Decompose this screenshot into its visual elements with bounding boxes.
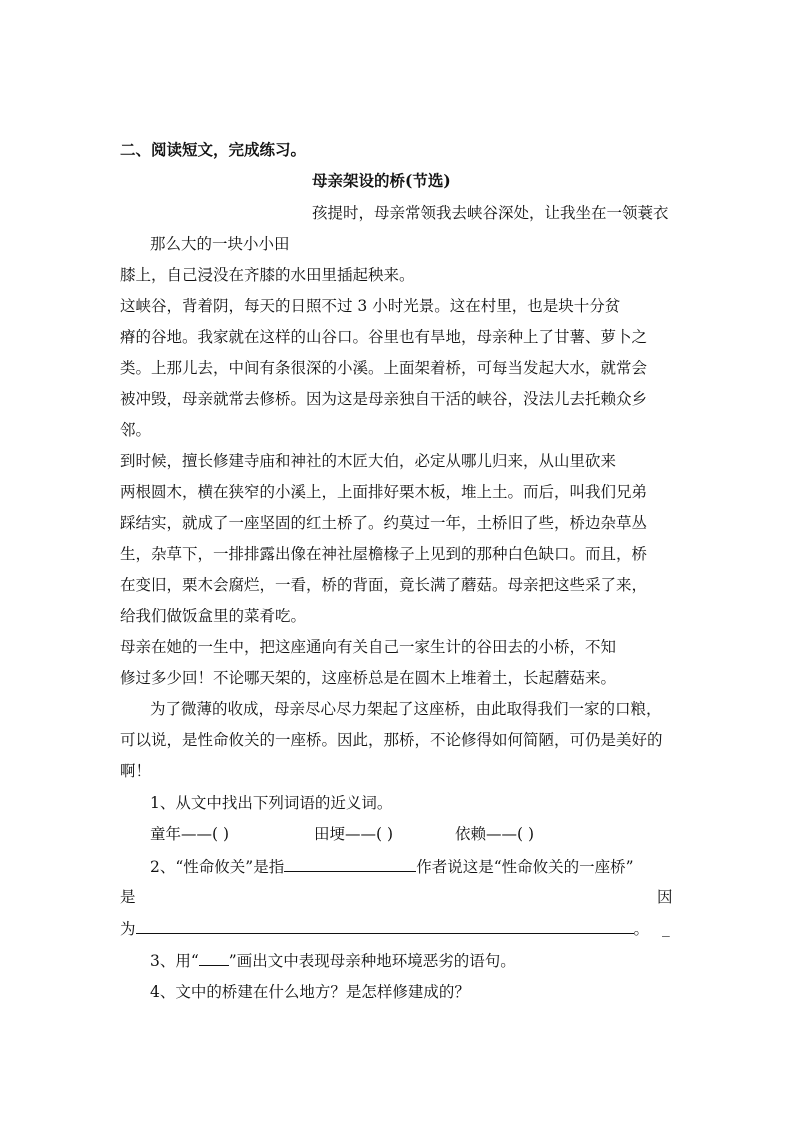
question-3-suffix: ”画出文中表现母亲种地环境恶劣的语句。	[228, 952, 516, 970]
passage-line: 为了微薄的收成，母亲尽心尽力架起了这座桥，由此取得我们一家的口粮，	[150, 700, 662, 718]
section-heading: 二、阅读短文，完成练习。	[120, 140, 307, 159]
q2-answer-blank-2[interactable]	[136, 918, 634, 934]
passage-line: 可以说，是性命攸关的一座桥。因此，那桥，不论修得如何简陋，可仍是美好的	[120, 731, 663, 749]
passage-line: 类。上那儿去，中间有条很深的小溪。上面架着桥，可每当发起大水，就常会	[120, 359, 648, 377]
question-2-suffix: 作者说这是“性命攸关的一座桥”	[416, 858, 634, 876]
q2-word-wei: 为	[120, 920, 136, 938]
q2-tail-mark: _	[662, 919, 670, 937]
q3-underline-sample	[199, 950, 229, 966]
question-2-line	[150, 856, 634, 877]
passage-line: 被冲毁，母亲就常去修桥。因为这是母亲独自干活的峡谷，没法儿去托赖众乡	[120, 390, 648, 408]
q1-item-childhood: 童年——( )	[150, 825, 230, 843]
question-4: 4、文中的桥建在什么地方？是怎样修建成的？	[150, 983, 470, 1001]
q2-reason-line	[120, 918, 649, 939]
question-3-line	[150, 950, 516, 971]
passage-line: 生，杂草下，一排排露出像在神社屋檐椽子上见到的那种白色缺口。而且，桥	[120, 545, 648, 563]
passage-title: 母亲架设的桥(节选)	[312, 171, 451, 190]
question-3-prefix: 3、用“	[150, 952, 199, 970]
q2-end-mark: 。	[633, 920, 650, 938]
passage-line: 修过多少回！不论哪天架的，这座桥总是在圆木上堆着土，长起蘑菇来。	[120, 669, 617, 687]
passage-line: 孩提时，母亲常领我去峡谷深处，让我坐在一领蓑衣	[312, 204, 669, 222]
q1-item-rely: 依赖——( )	[455, 825, 535, 843]
passage-line: 那么大的一块小小田	[150, 235, 290, 253]
passage-line: 母亲在她的一生中，把这座通向有关自己一家生计的谷田去的小桥，不知	[120, 638, 617, 656]
passage-line: 邻。	[120, 421, 152, 439]
q2-answer-blank-1[interactable]	[284, 856, 416, 872]
q1-item-field-ridge: 田埂——( )	[314, 825, 394, 843]
passage-line: 瘠的谷地。我家就在这样的山谷口。谷里也有旱地，母亲种上了甘薯、萝卜之	[120, 328, 648, 346]
question-2-prefix: 2、“性命攸关”是指	[150, 858, 285, 876]
passage-line: 给我们做饭盒里的菜肴吃。	[120, 607, 307, 625]
passage-line: 膝上，自己浸没在齐膝的水田里插起秧来。	[120, 266, 415, 284]
passage-line: 到时候，擅长修建寺庙和神社的木匠大伯，必定从哪儿归来，从山里砍来	[120, 452, 617, 470]
question-1: 1、从文中找出下列词语的近义词。	[150, 794, 393, 812]
passage-line: 踩结实，就成了一座坚固的红土桥了。约莫过一年，土桥旧了些，桥边杂草丛	[120, 514, 648, 532]
passage-line: 两根圆木，横在狭窄的小溪上，上面排好栗木板，堆上土。而后，叫我们兄弟	[120, 483, 648, 501]
passage-line: 在变旧，栗木会腐烂，一看，桥的背面，竟长满了蘑菇。母亲把这些采了来，	[120, 576, 648, 594]
q2-word-yin: 因	[657, 888, 673, 906]
passage-line: 这峡谷，背着阴，每天的日照不过 3 小时光景。这在村里，也是块十分贫	[120, 297, 621, 315]
q2-word-shi: 是	[120, 888, 136, 906]
passage-line: 啊！	[120, 762, 152, 780]
